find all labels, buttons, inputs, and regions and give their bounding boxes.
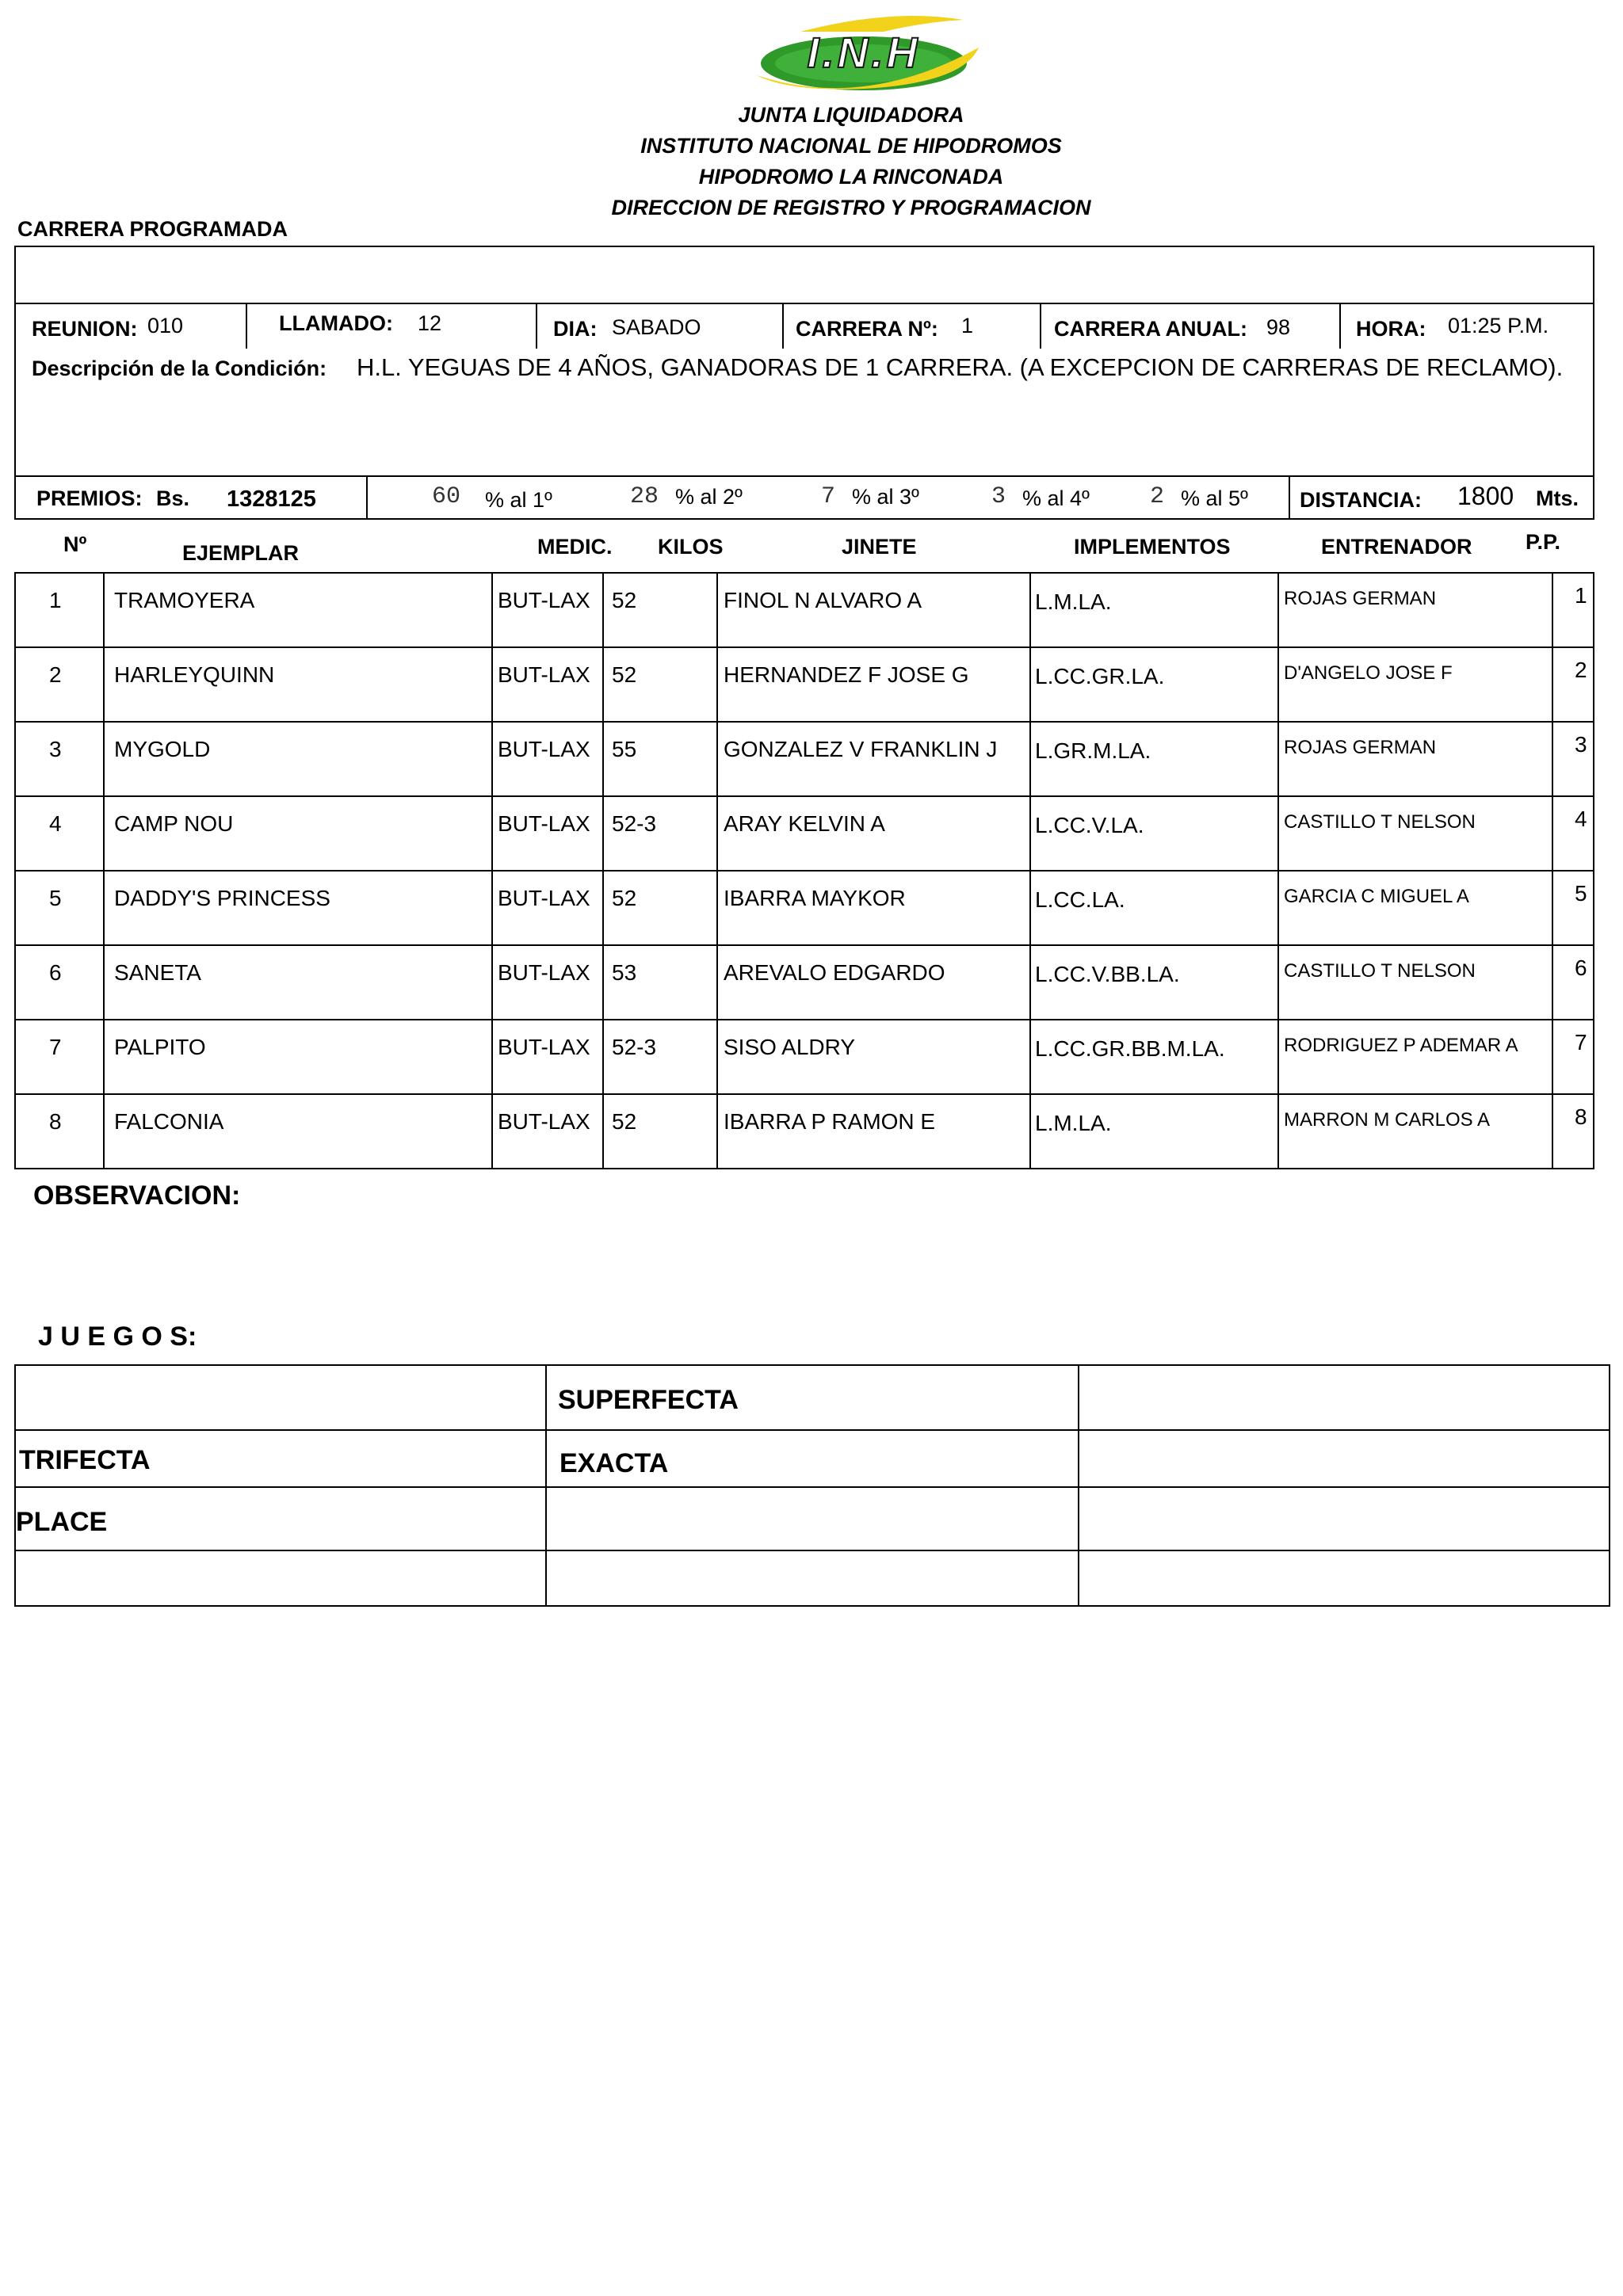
pct-2-value: 28 bbox=[630, 483, 659, 510]
llamado-label: LLAMADO: bbox=[279, 311, 393, 335]
entry-pp: 6 bbox=[1575, 955, 1587, 980]
dia-value: SABADO bbox=[612, 315, 701, 339]
entry-kilos: 55 bbox=[612, 737, 637, 761]
info-box bbox=[14, 246, 1594, 520]
pct-2-label: % al 2º bbox=[675, 485, 743, 509]
entry-ejemplar: MYGOLD bbox=[114, 737, 211, 761]
reunion-label: REUNION: bbox=[32, 317, 138, 341]
entry-implementos: L.M.LA. bbox=[1035, 589, 1112, 614]
pct-4-value: 3 bbox=[991, 483, 1006, 510]
entry-num: 4 bbox=[49, 811, 62, 836]
entry-entrenador: GARCIA C MIGUEL A bbox=[1284, 886, 1469, 907]
hora-label: HORA: bbox=[1356, 317, 1426, 341]
carrera-value: 1 bbox=[961, 314, 974, 338]
header-line-3: HIPODROMO LA RINCONADA bbox=[698, 165, 1004, 189]
entry-ejemplar: DADDY'S PRINCESS bbox=[114, 886, 330, 910]
condicion-value: H.L. YEGUAS DE 4 AÑOS, GANADORAS DE 1 CARRERA. (A EXCEPCION DE CARRERAS DE RECLAMO). bbox=[357, 353, 1564, 381]
entry-entrenador: RODRIGUEZ P ADEMAR A bbox=[1284, 1035, 1518, 1056]
entry-entrenador: D'ANGELO JOSE F bbox=[1284, 662, 1453, 684]
reunion-value: 010 bbox=[147, 314, 184, 338]
entry-entrenador: ROJAS GERMAN bbox=[1284, 588, 1437, 609]
entry-kilos: 52-3 bbox=[612, 1035, 657, 1059]
juegos-table bbox=[14, 1364, 1610, 1607]
pct-5-value: 2 bbox=[1150, 483, 1165, 510]
entry-pp: 2 bbox=[1575, 658, 1587, 682]
entry-medic: BUT-LAX bbox=[498, 662, 590, 687]
entry-implementos: L.CC.GR.BB.M.LA. bbox=[1035, 1036, 1225, 1061]
entry-kilos: 52 bbox=[612, 588, 637, 612]
entry-num: 3 bbox=[49, 737, 62, 761]
logo-text: I.N.H bbox=[807, 29, 921, 77]
entry-kilos: 52 bbox=[612, 662, 637, 687]
entry-entrenador: CASTILLO T NELSON bbox=[1284, 811, 1476, 833]
premios-value: 1328125 bbox=[227, 486, 316, 512]
pct-1-label: % al 1º bbox=[485, 488, 552, 512]
pct-3-label: % al 3º bbox=[852, 485, 919, 509]
entry-implementos: L.CC.V.BB.LA. bbox=[1035, 962, 1180, 986]
juego-exacta: EXACTA bbox=[559, 1448, 669, 1478]
entry-jinete: AREVALO EDGARDO bbox=[724, 960, 945, 985]
col-entrenador: ENTRENADOR bbox=[1321, 535, 1472, 559]
entry-num: 6 bbox=[49, 960, 62, 985]
entry-ejemplar: FALCONIA bbox=[114, 1109, 224, 1134]
header-line-2: INSTITUTO NACIONAL DE HIPODROMOS bbox=[640, 134, 1062, 158]
carrera-anual-value: 98 bbox=[1266, 315, 1291, 339]
premios-label: PREMIOS: bbox=[36, 486, 143, 510]
juego-place: PLACE bbox=[16, 1507, 108, 1537]
entry-pp: 8 bbox=[1575, 1104, 1587, 1129]
pct-1-value: 60 bbox=[432, 483, 461, 510]
distancia-label: DISTANCIA: bbox=[1300, 488, 1422, 512]
pct-5-label: % al 5º bbox=[1181, 486, 1248, 510]
entry-implementos: L.CC.LA. bbox=[1035, 887, 1125, 912]
entry-ejemplar: SANETA bbox=[114, 960, 201, 985]
juego-trifecta: TRIFECTA bbox=[19, 1445, 151, 1475]
entry-ejemplar: CAMP NOU bbox=[114, 811, 234, 836]
observacion-label: OBSERVACION: bbox=[33, 1180, 241, 1211]
entry-kilos: 52 bbox=[612, 886, 637, 910]
distancia-value: 1800 bbox=[1457, 482, 1514, 510]
bs-label: Bs. bbox=[156, 486, 190, 510]
entry-medic: BUT-LAX bbox=[498, 960, 590, 985]
entry-medic: BUT-LAX bbox=[498, 588, 590, 612]
entry-num: 8 bbox=[49, 1109, 62, 1134]
entry-jinete: IBARRA MAYKOR bbox=[724, 886, 906, 910]
entry-medic: BUT-LAX bbox=[498, 1109, 590, 1134]
entry-num: 1 bbox=[49, 588, 62, 612]
col-ejemplar: EJEMPLAR bbox=[182, 541, 300, 565]
juegos-title: J U E G O S: bbox=[38, 1322, 197, 1352]
entry-kilos: 52 bbox=[612, 1109, 637, 1134]
entry-jinete: FINOL N ALVARO A bbox=[724, 588, 922, 612]
entry-num: 5 bbox=[49, 886, 62, 910]
entry-num: 2 bbox=[49, 662, 62, 687]
doc-title: CARRERA PROGRAMADA bbox=[17, 217, 288, 241]
entry-jinete: HERNANDEZ F JOSE G bbox=[724, 662, 969, 687]
juego-superfecta: SUPERFECTA bbox=[558, 1385, 739, 1415]
entry-medic: BUT-LAX bbox=[498, 811, 590, 836]
carrera-label: CARRERA Nº: bbox=[796, 317, 938, 341]
entry-kilos: 52-3 bbox=[612, 811, 657, 836]
entry-entrenador: ROJAS GERMAN bbox=[1284, 737, 1437, 758]
entry-jinete: GONZALEZ V FRANKLIN J bbox=[724, 737, 998, 761]
entry-num: 7 bbox=[49, 1035, 62, 1059]
entry-jinete: SISO ALDRY bbox=[724, 1035, 856, 1059]
entry-implementos: L.CC.GR.LA. bbox=[1035, 664, 1165, 688]
col-implementos: IMPLEMENTOS bbox=[1074, 535, 1231, 559]
entry-pp: 1 bbox=[1575, 583, 1587, 608]
col-kilos: KILOS bbox=[658, 535, 724, 559]
entry-jinete: ARAY KELVIN A bbox=[724, 811, 885, 836]
entry-entrenador: CASTILLO T NELSON bbox=[1284, 960, 1476, 982]
entry-medic: BUT-LAX bbox=[498, 1035, 590, 1059]
entry-pp: 7 bbox=[1575, 1030, 1587, 1055]
col-num: Nº bbox=[63, 532, 87, 556]
entry-medic: BUT-LAX bbox=[498, 886, 590, 910]
header-line-4: DIRECCION DE REGISTRO Y PROGRAMACION bbox=[611, 196, 1091, 219]
pct-4-label: % al 4º bbox=[1022, 486, 1090, 510]
entry-pp: 5 bbox=[1575, 881, 1587, 906]
pct-3-value: 7 bbox=[821, 483, 836, 510]
entry-entrenador: MARRON M CARLOS A bbox=[1284, 1109, 1491, 1131]
condicion-label: Descripción de la Condición: bbox=[32, 357, 327, 380]
entry-kilos: 53 bbox=[612, 960, 637, 985]
hora-value: 01:25 P.M. bbox=[1448, 314, 1549, 338]
carrera-anual-label: CARRERA ANUAL: bbox=[1054, 317, 1247, 341]
entry-jinete: IBARRA P RAMON E bbox=[724, 1109, 936, 1134]
entry-implementos: L.GR.M.LA. bbox=[1035, 738, 1151, 763]
llamado-value: 12 bbox=[418, 311, 442, 335]
entry-ejemplar: TRAMOYERA bbox=[114, 588, 255, 612]
col-jinete: JINETE bbox=[842, 535, 917, 559]
mts-label: Mts. bbox=[1536, 486, 1579, 510]
entry-pp: 3 bbox=[1575, 732, 1587, 757]
entry-ejemplar: HARLEYQUINN bbox=[114, 662, 275, 687]
entry-pp: 4 bbox=[1575, 807, 1587, 831]
inh-logo bbox=[725, 0, 1002, 103]
entry-implementos: L.CC.V.LA. bbox=[1035, 813, 1144, 837]
entry-medic: BUT-LAX bbox=[498, 737, 590, 761]
dia-label: DIA: bbox=[553, 317, 598, 341]
col-pp: P.P. bbox=[1526, 530, 1561, 554]
header-line-1: JUNTA LIQUIDADORA bbox=[738, 103, 964, 127]
entry-ejemplar: PALPITO bbox=[114, 1035, 206, 1059]
entry-implementos: L.M.LA. bbox=[1035, 1111, 1112, 1135]
col-medic: MEDIC. bbox=[537, 535, 613, 559]
